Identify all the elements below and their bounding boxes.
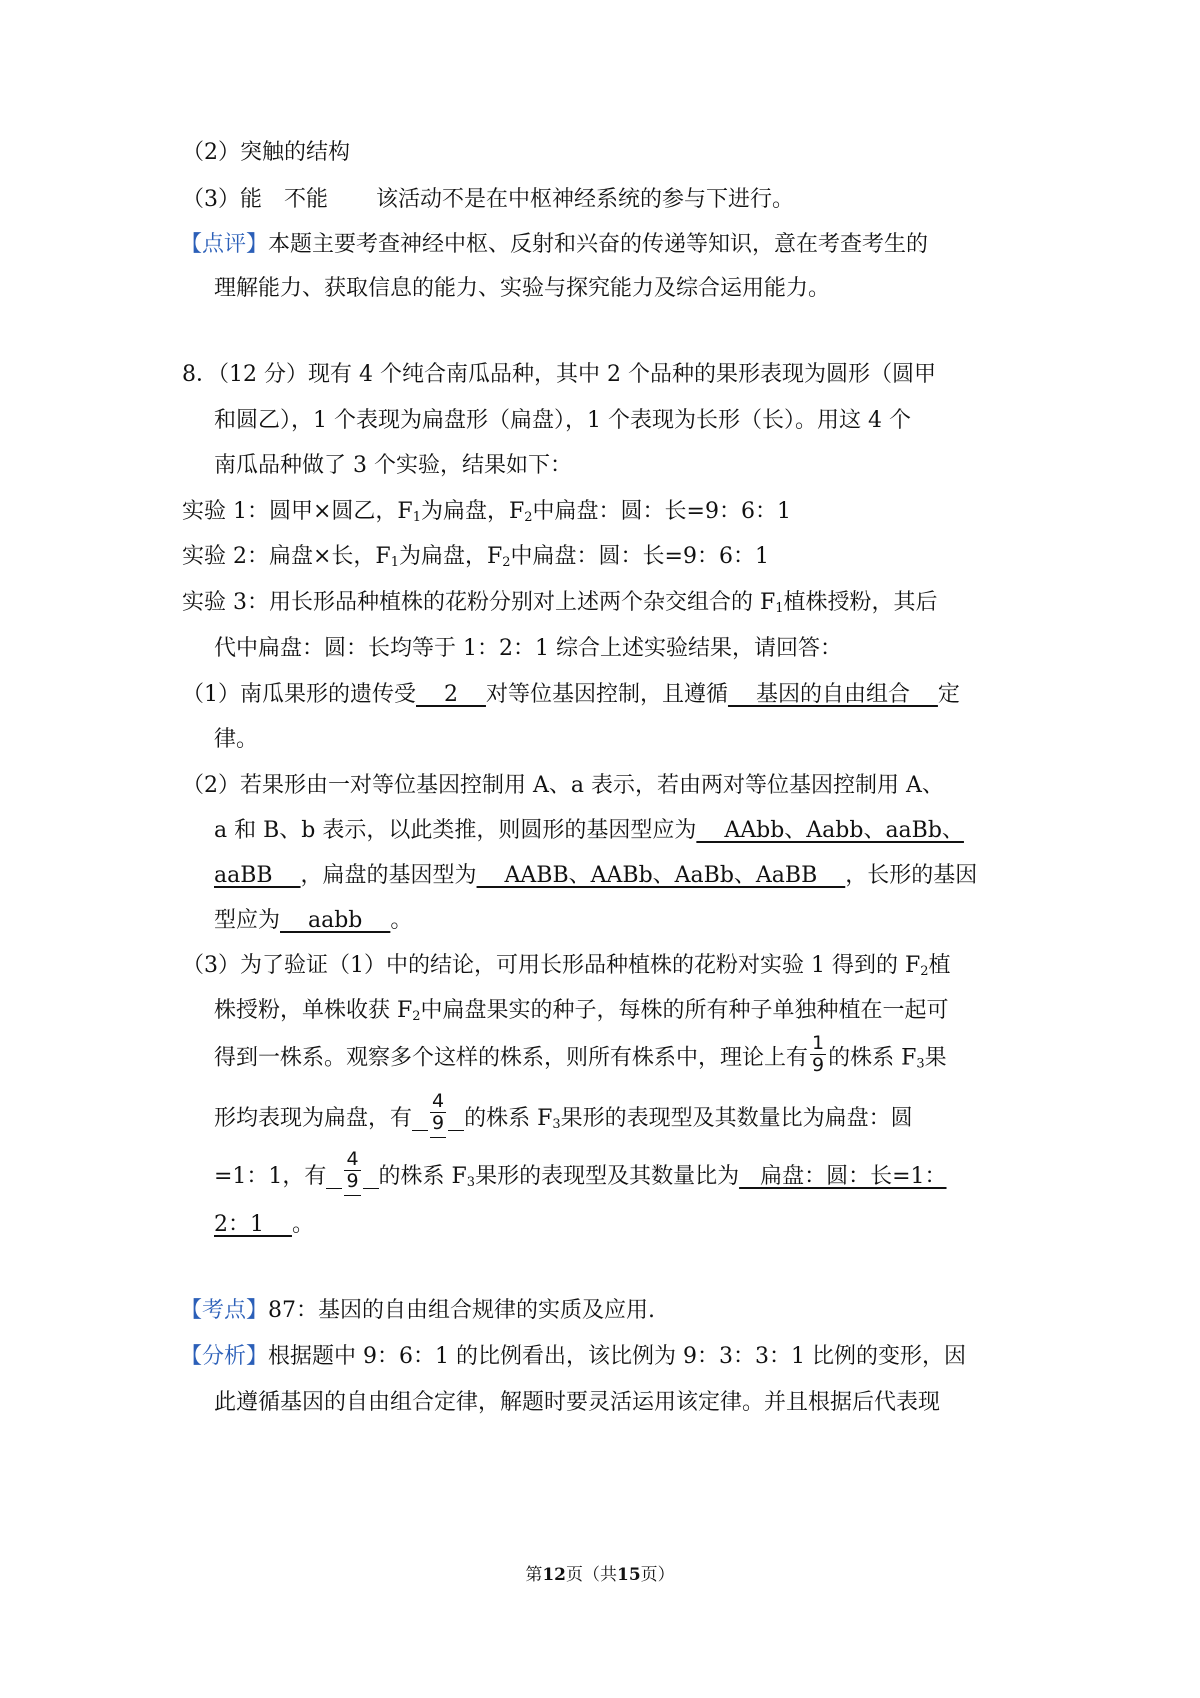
- answer-2-line-3: aaBB ，扁盘的基因型为 AABB、AABb、AaBb、AaBB ，长形的基因: [214, 863, 978, 888]
- answer-3-line-3: 得到一株系。观察多个这样的株系，则所有株系中，理论上有 $\frac{1}{9}$ 的株系 $F_3$果: [214, 1032, 947, 1076]
- answer-blank: 2: [416, 682, 486, 707]
- answer-blank: 2：1: [214, 1212, 292, 1237]
- answer-3-line-6: 2：1 。: [214, 1212, 314, 1237]
- answer-2-line-2: a 和 B、b 表示，以此类推，则圆形的基因型应为 AAbb、Aabb、aaBb、: [214, 818, 964, 843]
- question-8-line-2: 和圆乙），1 个表现为扁盘形（扁盘），1 个表现为长形（长）。用这 4 个: [214, 408, 911, 433]
- answer-blank: 基因的自由组合: [727, 682, 938, 707]
- comment-line-1: 【点评】本题主要考查神经中枢、反射和兴奋的传递等知识，意在考查考生的: [180, 232, 929, 257]
- answer-1: （1）南瓜果形的遗传受 2 对等位基因控制，且遵循 基因的自由组合 定: [182, 682, 960, 707]
- page-footer: 第12页（共15页）: [525, 1565, 675, 1585]
- total-pages: 15: [617, 1565, 641, 1585]
- answer-blank: aabb: [280, 908, 391, 933]
- experiment-1: 实验 1：圆甲×圆乙，$F_1$为扁盘，$F_2$中扁盘：圆：长=9：6：1: [182, 499, 791, 525]
- comment-tag: 【点评】: [180, 232, 269, 257]
- fraction-four-ninths: $\frac{4}{9}$: [344, 1150, 360, 1196]
- answer-blank: 扁盘：圆：长=1：: [739, 1164, 947, 1189]
- answer-3-line-5: =1：1，有 $\frac{4}{9}$ 的株系 $F_3$果形的表现型及其数量比为 扁盘：圆：长=1：: [214, 1158, 947, 1196]
- answer-1-line-2: 律。: [214, 727, 259, 752]
- experiment-2: 实验 2：扁盘×长，$F_1$为扁盘，$F_2$中扁盘：圆：长=9：6：1: [182, 544, 769, 570]
- analysis-line-1: 【分析】根据题中 9：6：1 的比例看出，该比例为 9：3：3：1 比例的变形，因: [180, 1344, 966, 1369]
- answer-line-3: （3）能 不能 该活动不是在中枢神经系统的参与下进行。: [182, 187, 795, 212]
- experiment-3-line-2: 代中扁盘：圆：长均等于 1：2：1 综合上述实验结果，请回答：: [214, 636, 842, 661]
- fraction-one-ninth: $\frac{1}{9}$: [812, 1032, 825, 1076]
- key-point: 【考点】87：基因的自由组合规律的实质及应用.: [180, 1298, 656, 1323]
- answer-2-line-1: （2）若果形由一对等位基因控制用 A、a 表示，若由两对等位基因控制用 A、: [182, 773, 944, 798]
- answer-2-line-4: 型应为 aabb 。: [214, 908, 413, 933]
- page-number: 12: [542, 1565, 566, 1585]
- fraction-four-ninths: $\frac{4}{9}$: [430, 1092, 446, 1138]
- answer-line-2: （2）突触的结构: [182, 140, 350, 165]
- answer-blank: AABB、AABb、AaBb、AaBB: [476, 863, 846, 888]
- question-8-line-1: 8．（12 分）现有 4 个纯合南瓜品种，其中 2 个品种的果形表现为圆形（圆甲: [182, 362, 936, 387]
- analysis-tag: 【分析】: [180, 1344, 269, 1369]
- comment-line-2: 理解能力、获取信息的能力、实验与探究能力及综合运用能力。: [214, 276, 831, 301]
- answer-3-line-1: （3）为了验证（1）中的结论，可用长形品种植株的花粉对实验 1 得到的 $F_2$植: [182, 953, 951, 979]
- answer-blank: AAbb、Aabb、aaBb、: [696, 818, 964, 843]
- experiment-3: 实验 3：用长形品种植株的花粉分别对上述两个杂交组合的 $F_1$植株授粉，其后: [182, 590, 938, 616]
- question-8-line-3: 南瓜品种做了 3 个实验，结果如下：: [214, 453, 572, 478]
- answer-3-line-4: 形均表现为扁盘，有 $\frac{4}{9}$ 的株系 $F_3$果形的表现型及其数量比为扁盘：圆: [214, 1100, 913, 1138]
- analysis-line-2: 此遵循基因的自由组合定律，解题时要灵活运用该定律。并且根据后代表现: [214, 1390, 941, 1415]
- answer-blank: aaBB: [214, 863, 301, 888]
- key-point-tag: 【考点】: [180, 1298, 269, 1323]
- answer-3-line-2: 株授粉，单株收获 $F_2$中扁盘果实的种子，每株的所有种子单独种植在一起可: [214, 998, 949, 1024]
